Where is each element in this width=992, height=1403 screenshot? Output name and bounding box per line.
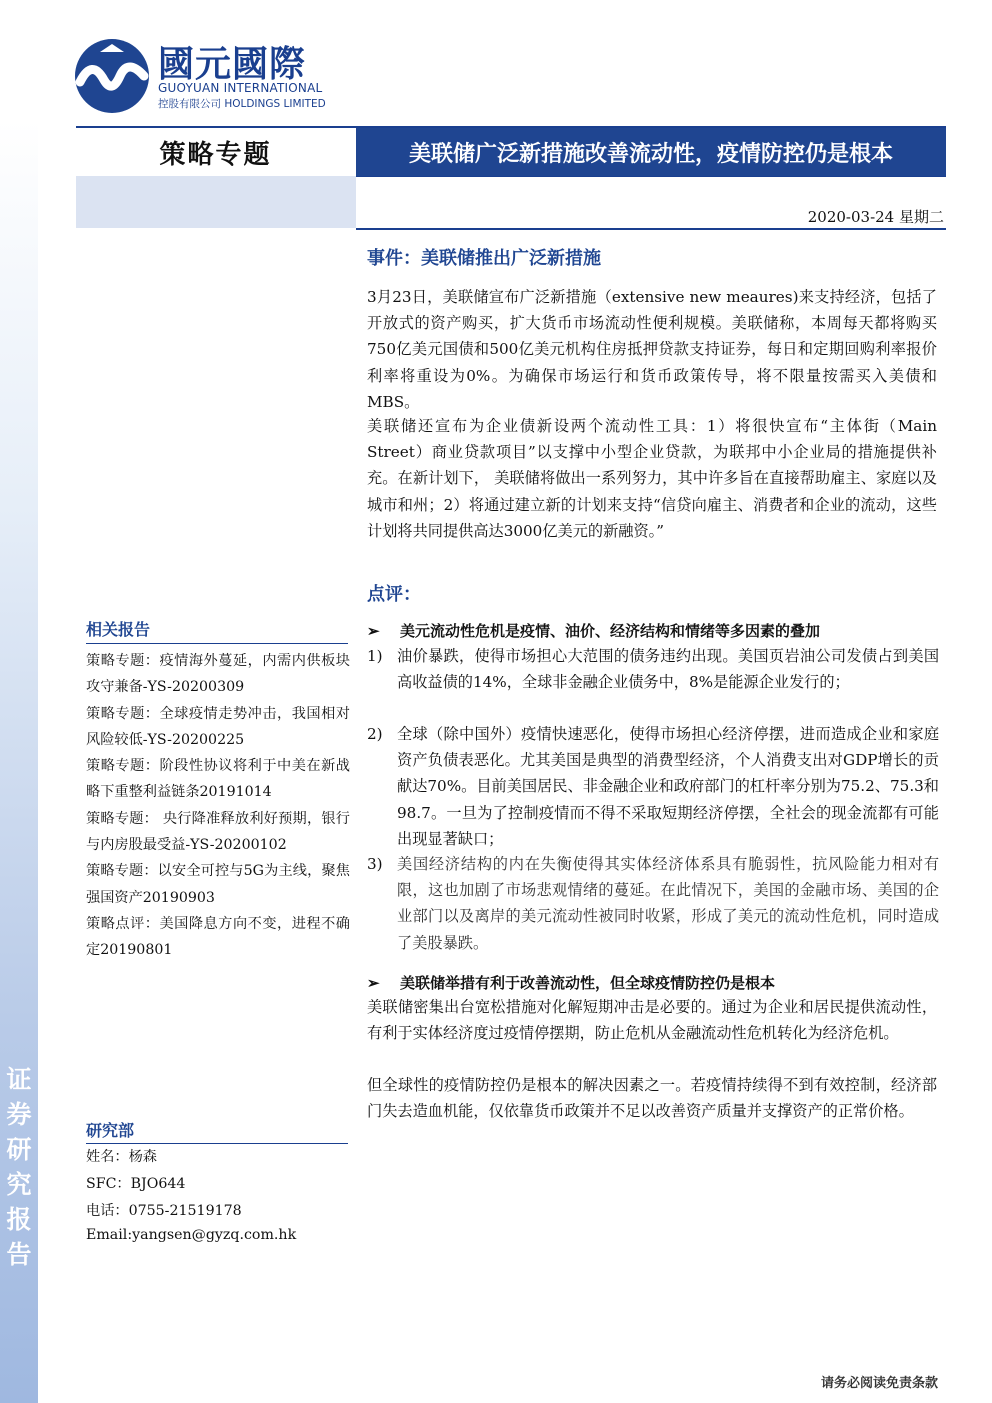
related-report-item[interactable]: 策略专题：以安全可控与5G为主线，聚焦强国资产20190903	[86, 863, 350, 906]
bullet-heading-1-text: 美元流动性危机是疫情、油价、经济结构和情绪等多因素的叠加	[400, 622, 821, 640]
bullet-heading-2-text: 美联储举措有利于改善流动性，但全球疫情防控仍是根本	[400, 974, 776, 992]
guoyuan-logo-icon	[72, 36, 152, 116]
research-dept-rule	[86, 1143, 348, 1144]
analyst-email[interactable]: Email:yangsen@gyzq.com.hk	[86, 1227, 297, 1243]
analyst-name: 姓名：杨森	[86, 1149, 157, 1165]
brand-name-cn: 國元國際	[158, 44, 307, 85]
arrow-bullet-icon: ➢	[367, 974, 380, 992]
list-item-number: 3)	[367, 855, 383, 873]
related-report-item[interactable]: 策略专题：阶段性协议将利于中美在新战略下重整利益链条20191014	[86, 758, 350, 801]
brand-name-en: GUOYUAN INTERNATIONAL	[158, 81, 323, 95]
list-item-text: 油价暴跌，使得市场担心大范围的债务违约出现。美国页岩油公司发债占到美国高收益债的14%，全球非金融企业债务中，8%是能源企业发行的；	[397, 647, 939, 692]
measures-paragraph-1: 美联储密集出台宽松措施对化解短期冲击是必要的。通过为企业和居民提供流动性，有利于实体经济度过疫情停摆期，防止危机从金融流动性危机转化为经济危机。	[367, 998, 937, 1043]
report-date: 2020-03-24 星期二	[807, 208, 944, 226]
arrow-bullet-icon: ➢	[367, 622, 380, 640]
list-item-text: 全球（除中国外）疫情快速恶化，使得市场担心经济停摆，进而造成企业和家庭资产负债表恶化。尤其美国是典型的消费型经济，个人消费支出对GDP增长的贡献达70%。目前美国居民、非金融企业和政府部门的杠杆率分别为75.2、75.3和98.7。一旦为了控制疫情而不得不采取短期经济停摆，全社会的现金流都有可能出现显著缺口；	[397, 725, 939, 848]
related-reports-rule	[86, 643, 348, 644]
list-item-3	[367, 851, 939, 956]
bullet-heading-1	[367, 620, 820, 641]
measures-paragraph-2: 但全球性的疫情防控仍是根本的解决因素之一。若疫情持续得不到有效控制，经济部门失去造血机能，仅依靠货币政策并不足以改善资产质量并支撑资产的正常价格。	[367, 1076, 937, 1121]
report-title-bar	[356, 128, 946, 176]
related-report-item[interactable]: 策略专题：疫情海外蔓延，内需内供板块攻守兼备-YS-20200309	[86, 653, 350, 696]
left-band	[76, 176, 356, 228]
event-paragraph-1: 3月23日，美联储宣布广泛新措施（extensive new meaures)来支持经济，包括了开放式的资产购买，扩大货币市场流动性便利规模。美联储称，本周每天都将购买750亿美元国债和500亿美元机构住房抵押贷款支持证券，每日和定期回购利率报价利率将重设为0%。为确保市场运行和货币政策传导，将不限量按需买入美债和MBS。	[367, 288, 937, 411]
disclaimer-note[interactable]: 请务必阅读免责条款	[820, 1376, 938, 1391]
event-title: 事件：美联储推出广泛新措施	[367, 248, 601, 269]
list-item-text: 美国经济结构的内在失衡使得其实体经济体系具有脆弱性，抗风险能力相对有限，这也加剧了市场悲观情绪的蔓延。在此情况下，美国的金融市场、美国的企业部门以及离岸的美元流动性被同时收紧，形成了美元的流动性危机，同时造成了美股暴跌。	[397, 855, 939, 952]
related-reports-list	[86, 648, 350, 964]
analyst-sfc: SFC：BJO644	[86, 1176, 186, 1192]
comment-title: 点评：	[367, 584, 421, 605]
related-report-item[interactable]: 策略专题：全球疫情走势冲击，我国相对风险较低-YS-20200225	[86, 705, 350, 748]
brand-subtitle: 控股有限公司 HOLDINGS LIMITED	[158, 98, 326, 110]
list-item-1	[367, 643, 939, 695]
date-rule	[356, 228, 946, 230]
analyst-phone: 电话：0755-21519178	[86, 1203, 242, 1219]
list-item-2	[367, 721, 939, 852]
related-report-item[interactable]: 策略点评：美国降息方向不变，进程不确定20190801	[86, 915, 350, 959]
research-dept-title: 研究部	[86, 1121, 135, 1140]
report-category	[76, 128, 355, 176]
related-report-item[interactable]: 策略专题： 央行降准释放利好预期，银行与内房股最受益-YS-20200102	[86, 810, 350, 854]
side-label: 证券研究报告	[6, 1065, 32, 1269]
report-category-label: 策略专题	[159, 139, 272, 170]
related-reports-title: 相关报告	[86, 620, 151, 639]
event-paragraph-2: 美联储还宣布为企业债新设两个流动性工具：1）将很快宣布“主体街（Main Street）商业贷款项目”以支撑中小型企业贷款，为联邦中小企业局的措施提供补充。在新计划下， 美联储将做出一系列努力，其中许多旨在直接帮助雇主、家庭以及城市和州；2）将通过建立新的计划来支持“信贷向雇主、消费者和企业的流动，这些计划将共同提供高达3000亿美元的新融资。”	[367, 417, 937, 540]
list-item-number: 2)	[367, 725, 383, 743]
bullet-heading-2	[367, 972, 775, 993]
list-item-number: 1)	[367, 647, 383, 665]
report-title: 美联储广泛新措施改善流动性，疫情防控仍是根本	[408, 140, 893, 167]
